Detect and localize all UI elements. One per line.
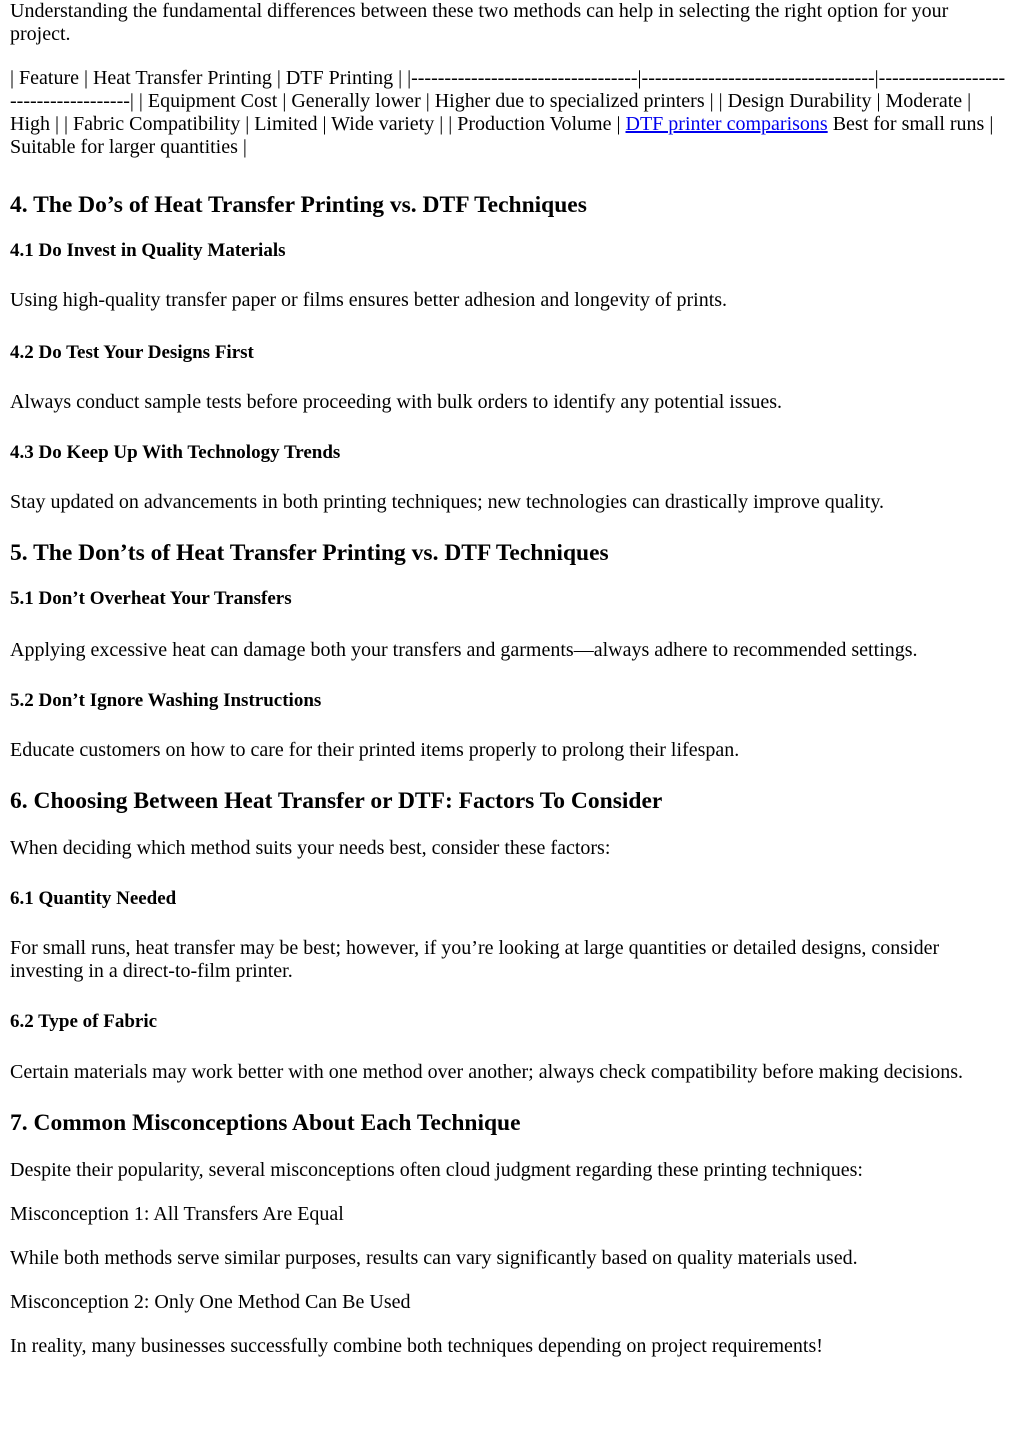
subsection-body-5-1: Applying excessive heat can damage both your transfers and garments—always adhere to recommended settings. [10, 639, 918, 661]
misconception-2-title: Misconception 2: Only One Method Can Be Used [10, 1291, 411, 1313]
subsection-body-5-2: Educate customers on how to care for their printed items properly to prolong their lifespan. [10, 739, 740, 761]
misconception-2-body: In reality, many businesses successfully combine both techniques depending on project requirements! [10, 1335, 823, 1357]
subsection-heading-4-3: 4.3 Do Keep Up With Technology Trends [10, 442, 341, 463]
subsection-body-6-1: For small runs, heat transfer may be best; however, if you’re looking at large quantities or detailed designs, consider investing in a direct-to-film printer. [10, 937, 940, 982]
intro-paragraph: Understanding the fundamental differences between these two methods can help in selecting the right option for your project. [10, 0, 949, 45]
comparison-table-text [10, 67, 1010, 159]
subsection-body-4-1: Using high-quality transfer paper or films ensures better adhesion and longevity of prints. [10, 289, 728, 311]
subsection-body-4-2: Always conduct sample tests before proceeding with bulk orders to identify any potential issues. [10, 391, 783, 413]
subsection-heading-6-1: 6.1 Quantity Needed [10, 888, 177, 909]
subsection-body-6-2: Certain materials may work better with one method over another; always check compatibility before making decisions. [10, 1061, 964, 1083]
subsection-heading-4-2: 4.2 Do Test Your Designs First [10, 342, 254, 363]
section-heading-7: 7. Common Misconceptions About Each Technique [10, 1110, 521, 1136]
subsection-heading-5-1: 5.1 Don’t Overheat Your Transfers [10, 588, 292, 609]
subsection-body-4-3: Stay updated on advancements in both printing techniques; new technologies can drastically improve quality. [10, 491, 885, 513]
misconception-1-title: Misconception 1: All Transfers Are Equal [10, 1203, 344, 1225]
subsection-heading-6-2: 6.2 Type of Fabric [10, 1011, 158, 1032]
section-heading-6: 6. Choosing Between Heat Transfer or DTF: Factors To Consider [10, 788, 663, 814]
misconception-1-body: While both methods serve similar purposes, results can vary significantly based on quality materials used. [10, 1247, 858, 1269]
section-intro-7: Despite their popularity, several misconceptions often cloud judgment regarding these printing techniques: [10, 1159, 863, 1181]
section-intro-6: When deciding which method suits your needs best, consider these factors: [10, 837, 611, 859]
subsection-heading-5-2: 5.2 Don’t Ignore Washing Instructions [10, 690, 322, 711]
subsection-heading-4-1: 4.1 Do Invest in Quality Materials [10, 240, 286, 261]
dtf-printer-comparisons-link[interactable]: DTF printer comparisons [625, 113, 828, 135]
table-text-after-link: Best for small runs | Suitable for larger quantities | [10, 113, 994, 158]
section-heading-5: 5. The Don’ts of Heat Transfer Printing vs. DTF Techniques [10, 540, 609, 566]
section-heading-4: 4. The Do’s of Heat Transfer Printing vs. DTF Techniques [10, 192, 587, 218]
article-content [10, 0, 1010, 1358]
table-text-before-link: | Feature | Heat Transfer Printing | DTF Printing | |----------------------------------|-----------------------------------|-------------------------------------| | Equipment Cost | Generally lower | Higher due to specialized printers | | Design Durability | Moderate | High | | Fabric Compatibility | Limited | Wide variety | | Production Volume | [10, 67, 1006, 135]
